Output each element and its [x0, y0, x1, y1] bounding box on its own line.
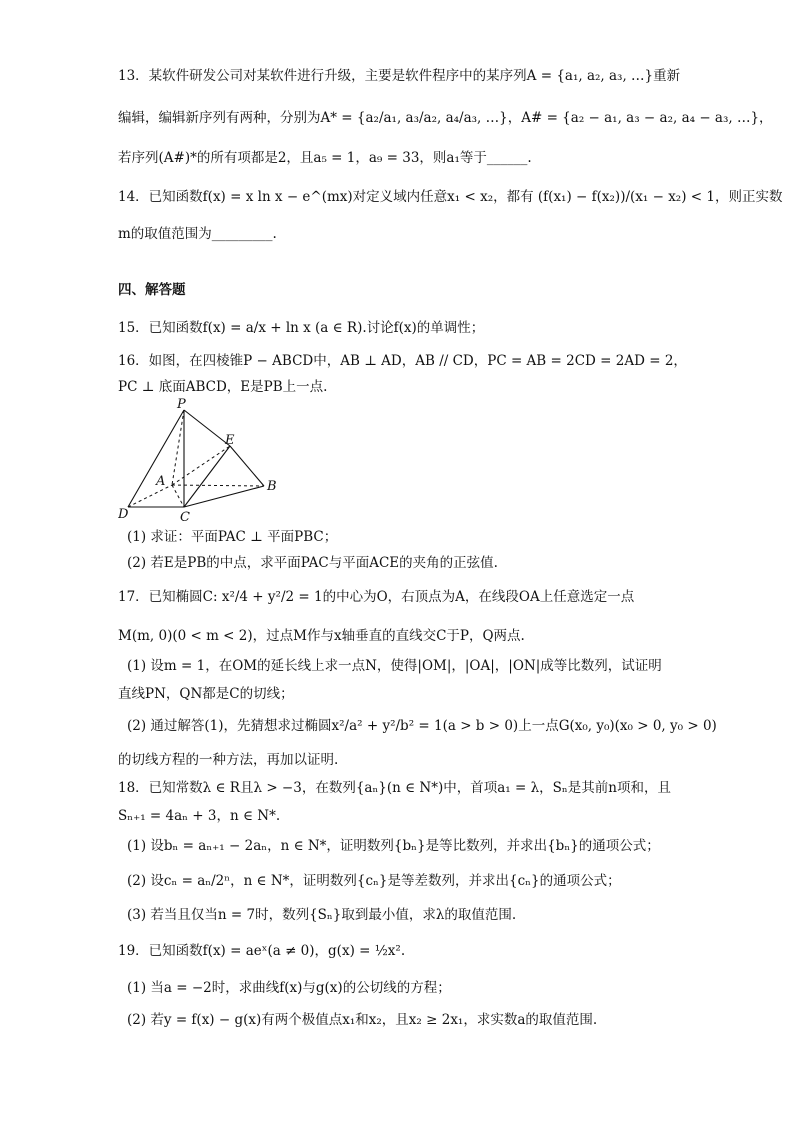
label-P: P: [177, 397, 186, 412]
q19-part1: (1) 当a = −2时，求曲线f(x)与g(x)的公切线的方程；: [127, 980, 451, 996]
q18-part1: (1) 设bₙ = aₙ₊₁ − 2aₙ，n ∈ N*，证明数列{bₙ}是等比数列，并求出{bₙ}的通项公式；: [127, 838, 660, 854]
q13-line3: 若序列(A#)*的所有项都是2，且a₅ = 1，a₉ = 33，则a₁等于______.: [118, 150, 532, 166]
q17-line1: 17．已知椭圆C: x²/4 + y²/2 = 1的中心为O，右顶点为A，在线段OA上任意选定一点: [118, 589, 635, 605]
q14-line1: 14．已知函数f(x) = x ln x − e^(mx)对定义域内任意x₁ < x₂，都有 (f(x₁) − f(x₂))/(x₁ − x₂) < 1，则正实数: [118, 189, 783, 205]
q16-part1: (1) 求证：平面PAC ⊥ 平面PBC；: [127, 529, 338, 545]
q16-line1: 16．如图，在四棱锥P − ABCD中，AB ⊥ AD，AB // CD，PC = AB = 2CD = 2AD = 2，: [118, 353, 687, 369]
label-C: C: [180, 510, 190, 522]
q17-line5: (2) 通过解答(1)，先猜想求过椭圆x²/a² + y²/b² = 1(a > b > 0)上一点G(x₀, y₀)(x₀ > 0, y₀ > 0): [127, 718, 717, 734]
q18-line2: Sₙ₊₁ = 4aₙ + 3，n ∈ N*.: [118, 808, 281, 824]
q18-line1: 18．已知常数λ ∈ R且λ > −3，在数列{aₙ}(n ∈ N*)中，首项a₁ = λ，Sₙ是其前n项和，且: [118, 780, 671, 796]
q18-part2: (2) 设cₙ = aₙ/2ⁿ，n ∈ N*，证明数列{cₙ}是等差数列，并求出{cₙ}的通项公式；: [127, 873, 621, 889]
q17-line4: 直线PN，QN都是C的切线；: [118, 686, 294, 702]
label-E: E: [225, 433, 235, 448]
q19-part2: (2) 若y = f(x) − g(x)有两个极值点x₁和x₂，且x₂ ≥ 2x₁，求实数a的取值范围.: [127, 1012, 598, 1028]
q19-line1: 19．已知函数f(x) = aeˣ(a ≠ 0)，g(x) = ½x².: [118, 943, 406, 959]
edge-EB: [230, 446, 264, 486]
edge-CE: [184, 446, 230, 507]
edge-AC: [172, 485, 184, 507]
edge-AE: [172, 446, 230, 485]
q14-line2: m的取值范围为_________.: [118, 226, 277, 242]
q16-line2: PC ⊥ 底面ABCD，E是PB上一点.: [118, 379, 328, 395]
q18-part3: (3) 若当且仅当n = 7时，数列{Sₙ}取到最小值，求λ的取值范围.: [127, 907, 517, 923]
q17-line2: M(m, 0)(0 < m < 2)，过点M作与x轴垂直的直线交C于P，Q两点.: [118, 628, 525, 644]
q13-line2: 编辑，编辑新序列有两种，分别为A* = {a₂/a₁, a₃/a₂, a₄/a₃, …}，A# = {a₂ − a₁, a₃ − a₂, a₄ − a₃, …}，: [118, 110, 773, 126]
edge-CB: [184, 486, 264, 507]
label-D: D: [118, 507, 129, 522]
label-B: B: [267, 479, 277, 494]
edge-AB: [172, 485, 264, 486]
section-title: 四、解答题: [118, 282, 186, 298]
pyramid-figure: [118, 397, 288, 526]
edge-PE: [184, 410, 230, 446]
q16-part2: (2) 若E是PB的中点，求平面PAC与平面ACE的夹角的正弦值.: [127, 555, 498, 571]
q17-line6: 的切线方程的一种方法，再加以证明.: [118, 752, 339, 768]
label-A: A: [156, 474, 166, 489]
q15-text: 15．已知函数f(x) = a/x + ln x (a ∈ R).讨论f(x)的单调性；: [118, 320, 485, 336]
q17-line3: (1) 设m = 1，在OM的延长线上求一点N，使得|OM|，|OA|，|ON|成等比数列，试证明: [127, 658, 662, 674]
q13-line1: 13．某软件研发公司对某软件进行升级，主要是软件程序中的某序列A = {a₁, a₂, a₃, …}重新: [118, 68, 681, 84]
